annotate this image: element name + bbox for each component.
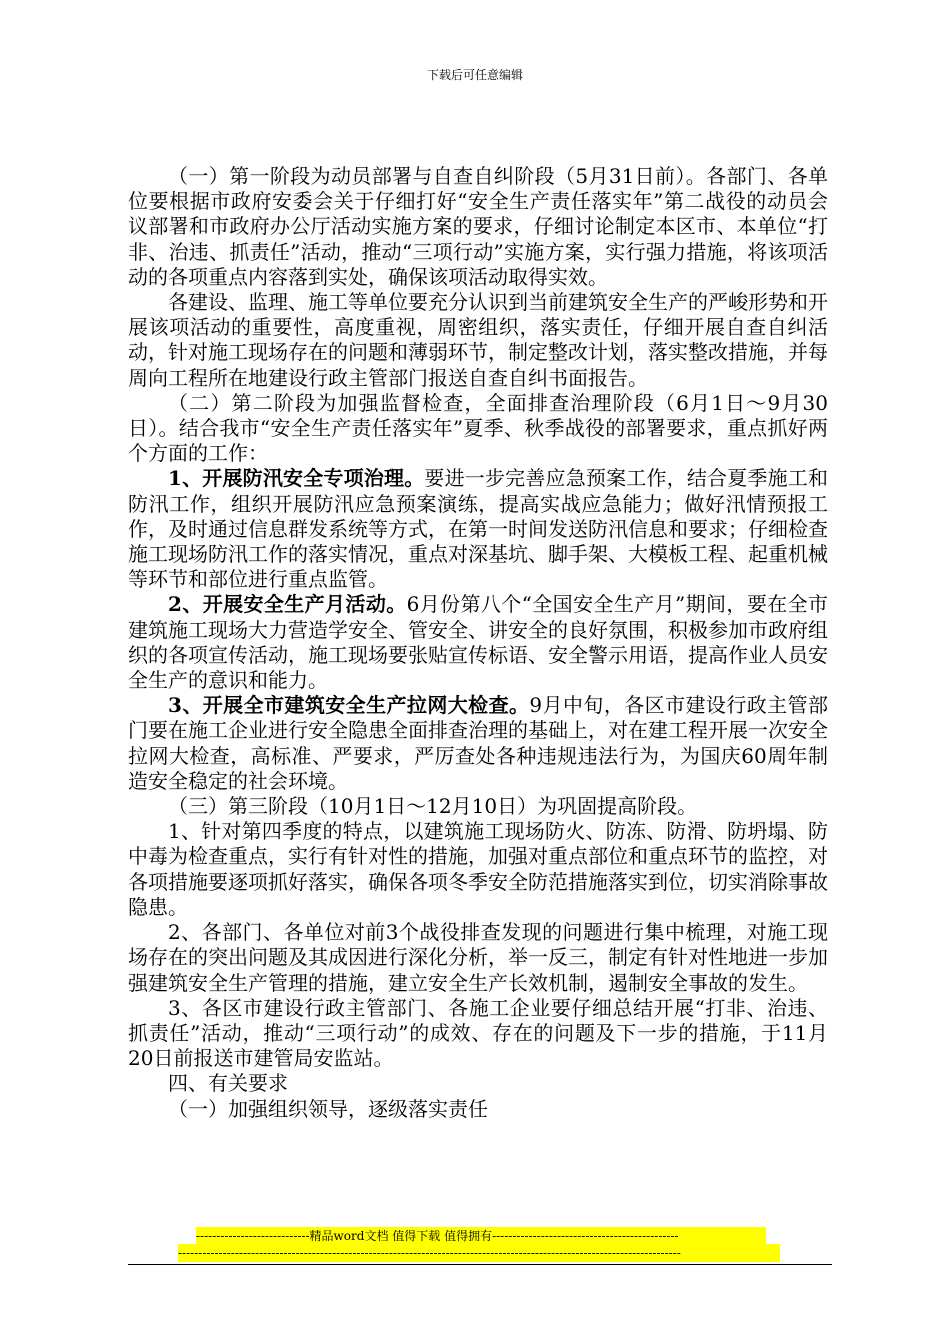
page-header: 下载后可任意编辑 — [426, 68, 523, 82]
subsection-heading-leadership — [128, 1097, 828, 1122]
paragraph-phase-three — [128, 794, 828, 819]
paragraph-heading: 2、开展安全生产月活动。 — [168, 592, 407, 617]
paragraph-text: 四、有关要求 — [168, 1071, 288, 1096]
document-body — [128, 164, 828, 1122]
paragraph-item-1 — [128, 819, 828, 920]
paragraph-big-inspection — [128, 693, 828, 794]
paragraph-text: 2、各部门、各单位对前3个战役排查发现的问题进行集中梳理，对施工现场存在的突出问题及其成因进行深化分析，举一反三，制定有针对性地进一步加强建筑安全生产管理的措施，建立安全生产长效机制，遏制安全事故的发生。 — [128, 920, 828, 995]
paragraph-text: 9月中旬，各区市建设行政主管部门要在施工企业进行安全隐患全面排查治理的基础上，对在建工程开展一次安全拉网大检查，高标准、严要求，严厉查处各种违规违法行为，为国庆60周年制造安全稳定的社会环境。 — [128, 693, 828, 793]
paragraph-text: 1、针对第四季度的特点，以建筑施工现场防火、防冻、防滑、防坍塌、防中毒为检查重点，实行有针对性的措施，加强对重点部位和重点环节的监控，对各项措施要逐项抓好落实，确保各项冬季安全防范措施落实到位，切实消除事故隐患。 — [128, 819, 828, 919]
paragraph-safety-month — [128, 592, 828, 693]
paragraph-text: 3、各区市建设行政主管部门、各施工企业要仔细总结开展“打非、治违、抓责任”活动，推动“三项行动”的成效、存在的问题及下一步的措施，于11月20日前报送市建管局安监站。 — [128, 995, 828, 1071]
paragraph-text: 要进一步完善应急预案工作，结合夏季施工和防汛工作，组织开展防汛应急预案演练，提高实战应急能力；做好汛情预报工作，及时通过信息群发系统等方式，在第一时间发送防汛信息和要求；仔细检查施工现场防汛工作的落实情况，重点对深基坑、脚手架、大模板工程、起重机械等环节和部位进行重点监管。 — [128, 466, 828, 592]
paragraph-text: （一）加强组织领导，逐级落实责任 — [168, 1096, 488, 1121]
paragraph-text: 各建设、监理、施工等单位要充分认识到当前建筑安全生产的严峻形势和开展该项活动的重要性，高度重视，周密组织，落实责任，仔细开展自查自纠活动，针对施工现场存在的问题和薄弱环节，制定整改计划，落实整改措施，并每周向工程所在地建设行政主管部门报送自查自纠书面报告。 — [128, 290, 828, 390]
section-heading-requirements — [128, 1071, 828, 1096]
paragraph-flood-control — [128, 466, 828, 592]
footer-dash-line: ---------------------------------------------------------------------------------------------------------------------------- — [178, 1244, 780, 1262]
paragraph-text: （二）第二阶段为加强监督检查，全面排查治理阶段（6月1日～9月30日）。结合我市“安全生产责任落实年”夏季、秋季战役的部署要求，重点抓好两个方面的工作： — [128, 390, 828, 466]
footer-banner-line: ----------------------------精品word文档 值得下载 值得拥有---------------------------------------------- — [196, 1227, 766, 1245]
footer-rule — [128, 1264, 832, 1265]
paragraph-item-3 — [128, 996, 828, 1072]
paragraph-heading: 1、开展防汛安全专项治理。 — [168, 466, 425, 491]
paragraph-phase-two — [128, 391, 828, 467]
paragraph-text: （一）第一阶段为动员部署与自查自纠阶段（5月31日前）。各部门、各单位要根据市政府安委会关于仔细打好“安全生产责任落实年”第二战役的动员会议部署和市政府办公厅活动实施方案的要求，仔细讨论制定本区市、本单位“打非、治违、抓责任”活动，推动“三项行动”实施方案，实行强力措施，将该项活动的各项重点内容落到实处，确保该项活动取得实效。 — [128, 164, 828, 289]
paragraph-text: （三）第三阶段（10月1日～12月10日）为巩固提高阶段。 — [168, 794, 698, 819]
paragraph-phase-one — [128, 164, 828, 290]
paragraph-units-selfcheck — [128, 290, 828, 391]
paragraph-item-2 — [128, 920, 828, 996]
paragraph-text: 6月份第八个“全国安全生产月”期间，要在全市建筑施工现场大力营造学安全、管安全、讲安全的良好氛围，积极参加市政府组织的各项宣传活动，施工现场要张贴宣传标语、安全警示用语，提高作业人员安全生产的意识和能力。 — [128, 592, 828, 693]
paragraph-heading: 3、开展全市建筑安全生产拉网大检查。 — [168, 693, 530, 718]
